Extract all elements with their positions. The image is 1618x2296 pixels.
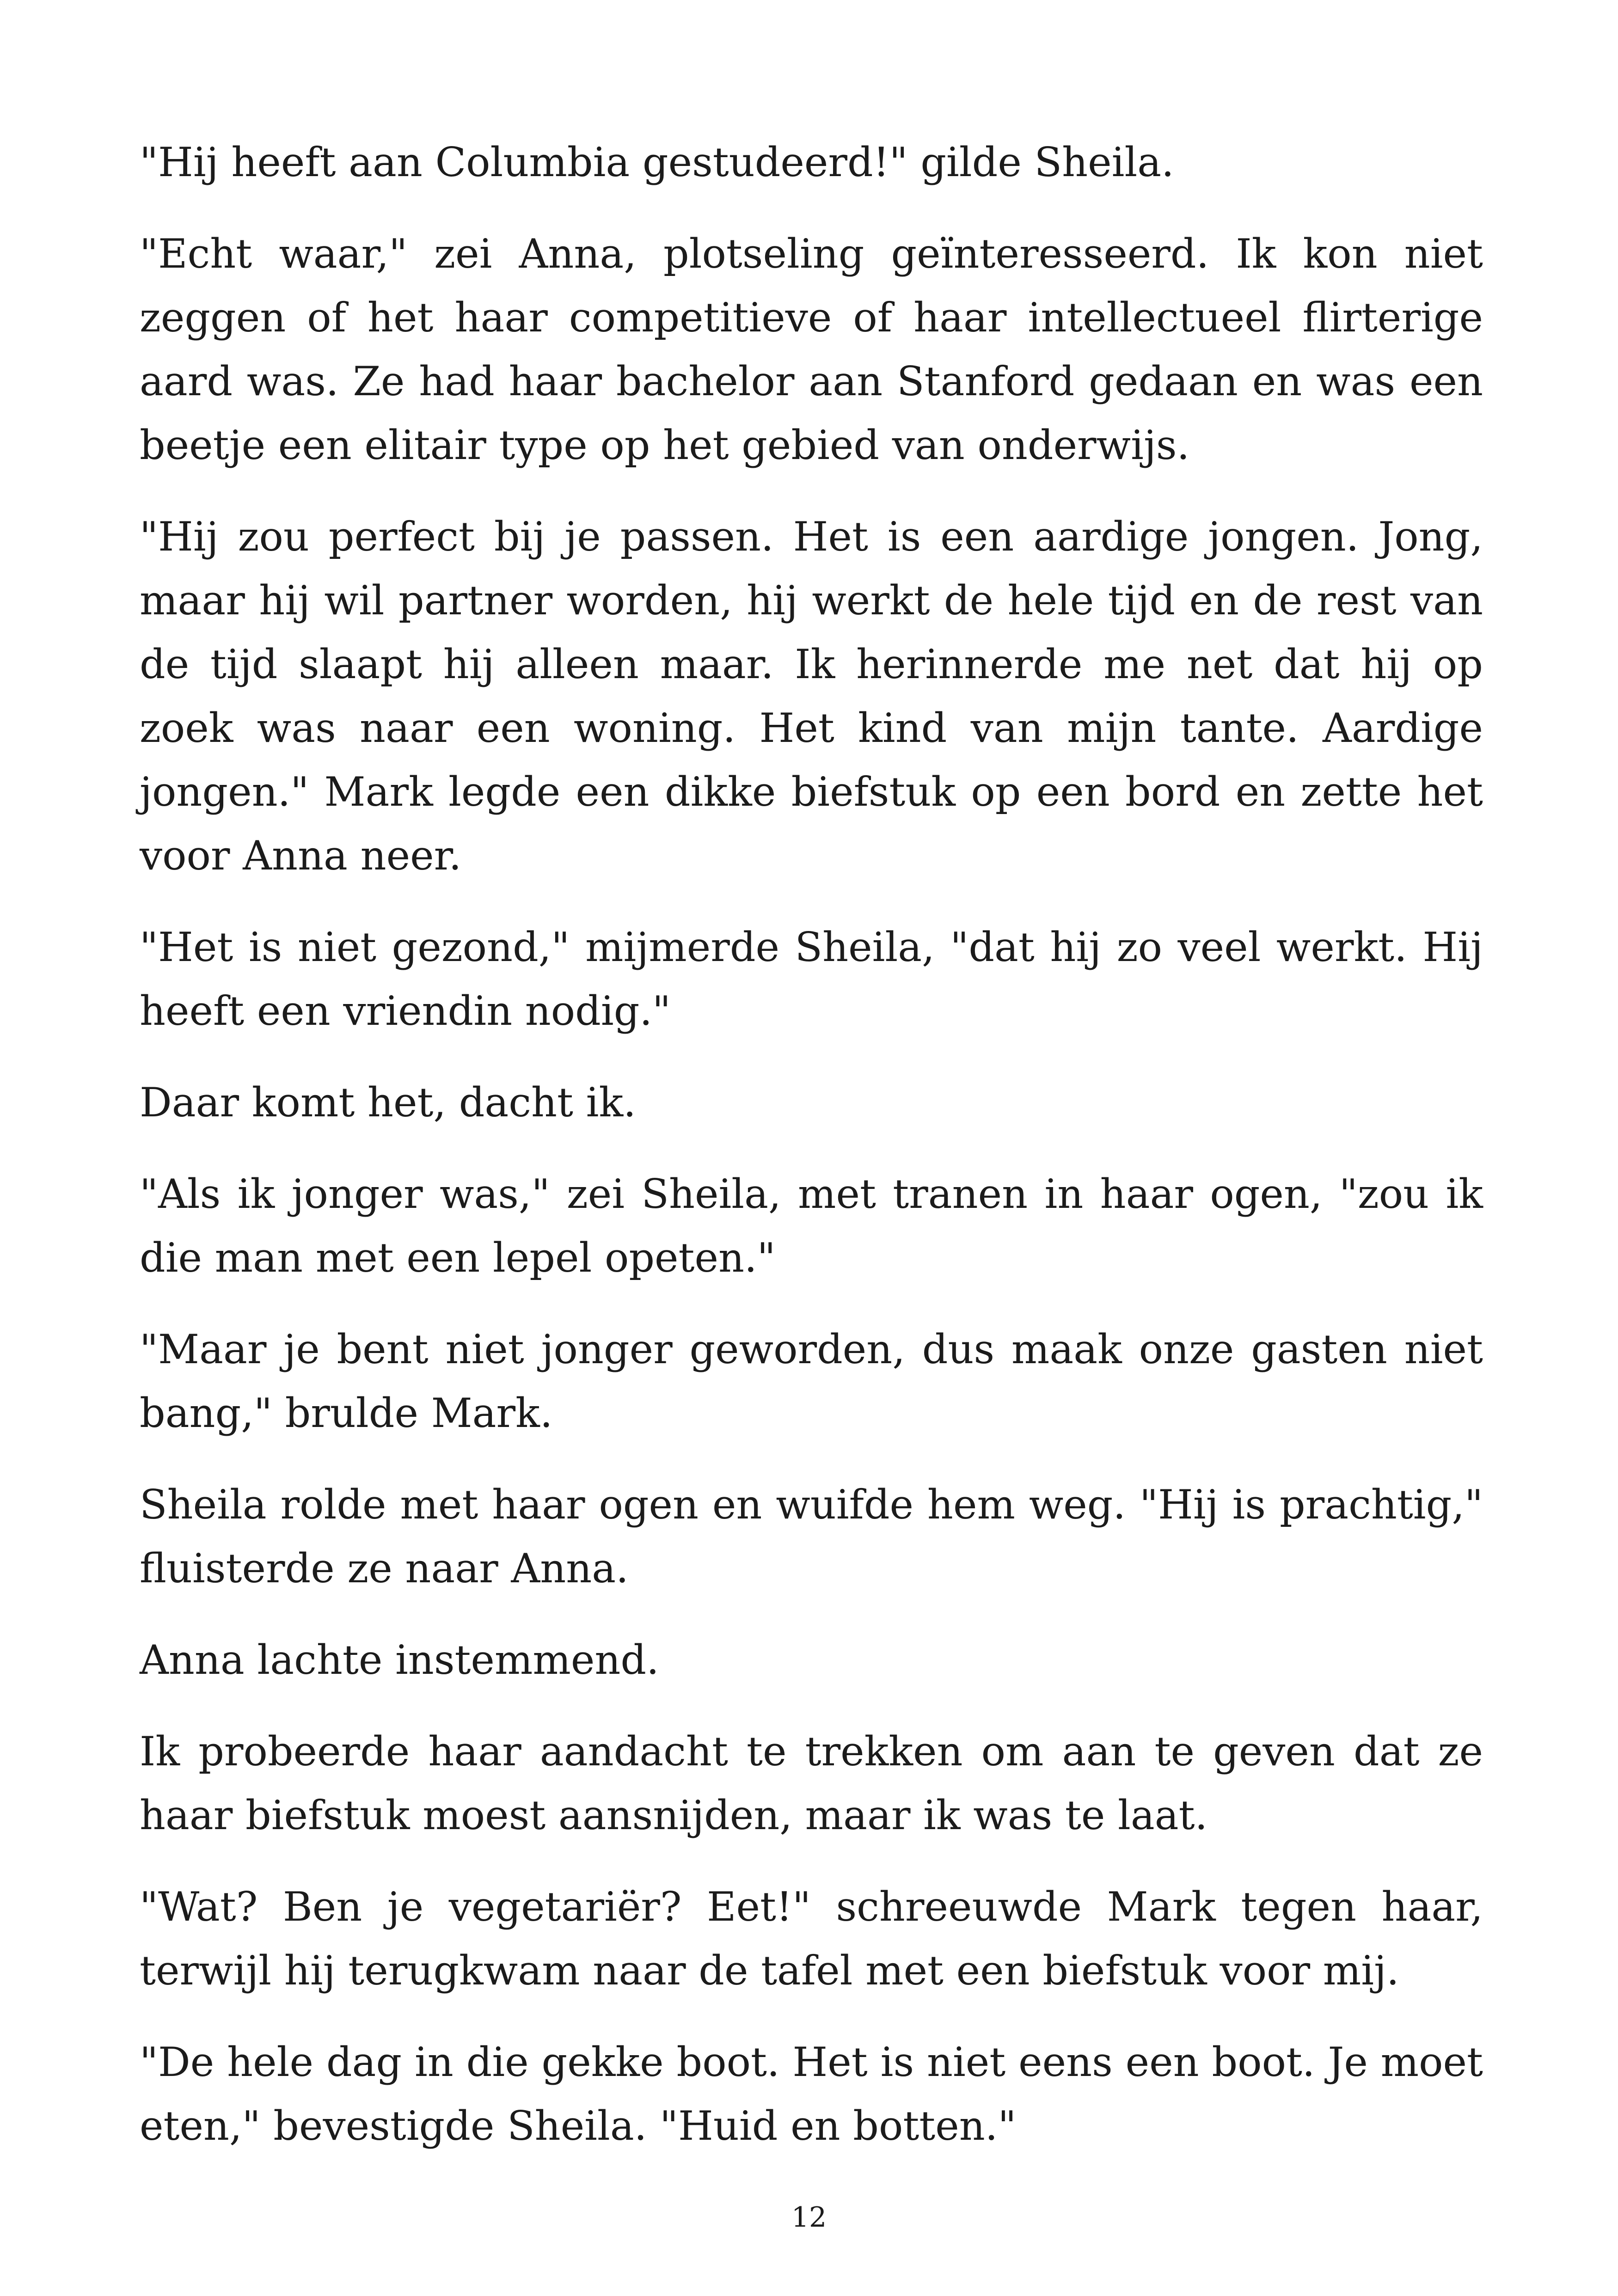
paragraph: "Het is niet gezond," mijmerde Sheila, "dat hij zo veel werkt. Hij heeft een vriendin nodig.": [140, 924, 1483, 1035]
paragraph: Daar komt het, dacht ik.: [140, 1079, 636, 1126]
paragraph: "Maar je bent niet jonger geworden, dus maak onze gasten niet bang," brulde Mark.: [140, 1326, 1483, 1437]
paragraph: "Wat? Ben je vegetariër? Eet!" schreeuwde Mark tegen haar, terwijl hij terugkwam naar de tafel met een biefstuk voor mij.: [140, 1883, 1483, 1994]
paragraph: Anna lachte instemmend.: [140, 1636, 659, 1684]
paragraph: "Hij zou perfect bij je passen. Het is een aardige jongen. Jong, maar hij wil partner worden, hij werkt de hele tijd en de rest van de tijd slaapt hij alleen maar. Ik herinnerde me net dat hij op zoek was naar een woning. Het kind van mijn tante. Aardige jongen." Mark legde een dikke biefstuk op een bord en zette het voor Anna neer.: [140, 513, 1483, 879]
paragraph: "Echt waar," zei Anna, plotseling geïnteresseerd. Ik kon niet zeggen of het haar competitieve of haar intellectueel flirterige aard was. Ze had haar bachelor aan Stanford gedaan en was een beetje een elitair type op het gebied van onderwijs.: [140, 230, 1483, 469]
page-number: 12: [791, 2201, 827, 2234]
body-text: [140, 130, 1483, 2186]
paragraph: "De hele dag in die gekke boot. Het is niet eens een boot. Je moet eten," bevestigde Sheila. "Huid en botten.": [140, 2039, 1483, 2149]
paragraph: Ik probeerde haar aandacht te trekken om aan te geven dat ze haar biefstuk moest aansnijden, maar ik was te laat.: [140, 1728, 1483, 1839]
paragraph: "Hij heeft aan Columbia gestudeerd!" gilde Sheila.: [140, 139, 1174, 186]
paragraph: "Als ik jonger was," zei Sheila, met tranen in haar ogen, "zou ik die man met een lepel opeten.": [140, 1170, 1483, 1281]
paragraph: Sheila rolde met haar ogen en wuifde hem weg. "Hij is prachtig," fluisterde ze naar Anna.: [140, 1481, 1483, 1592]
